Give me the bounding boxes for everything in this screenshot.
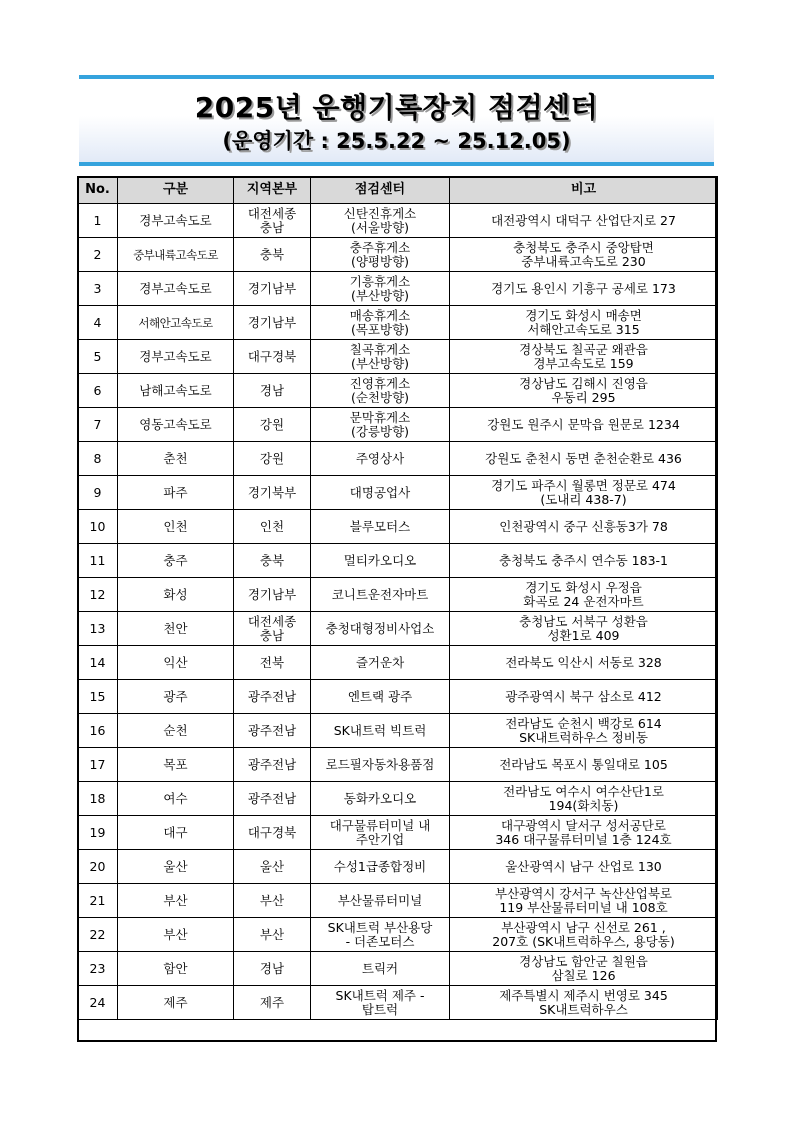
cell-remarks: 전라북도 익산시 서동로 328: [450, 646, 718, 680]
cell-remarks: 전라남도 여수시 여수산단1로 194(화치동): [450, 782, 718, 816]
table-row: [78, 782, 718, 816]
column-header-center: 점검센터: [311, 177, 450, 204]
cell-category: 함안: [118, 952, 234, 986]
cell-category: 남해고속도로: [118, 374, 234, 408]
cell-remarks: 경상북도 칠곡군 왜관읍 경부고속도로 159: [450, 340, 718, 374]
table-row: [78, 952, 718, 986]
cell-region: 광주전남: [234, 680, 311, 714]
cell-center: 코니트운전자마트: [311, 578, 450, 612]
column-header-remarks: 비고: [450, 177, 718, 204]
cell-no: 19: [78, 816, 118, 850]
cell-no: 4: [78, 306, 118, 340]
cell-category: 울산: [118, 850, 234, 884]
table-row: [78, 510, 718, 544]
cell-region: 강원: [234, 408, 311, 442]
table-body: [78, 204, 718, 1020]
cell-region: 경기남부: [234, 272, 311, 306]
cell-no: 12: [78, 578, 118, 612]
cell-region: 제주: [234, 986, 311, 1020]
table-row: [78, 476, 718, 510]
cell-center: 엔트랙 광주: [311, 680, 450, 714]
cell-remarks: 전라남도 순천시 백강로 614 SK내트럭하우스 정비동: [450, 714, 718, 748]
table-row: [78, 578, 718, 612]
table-row: [78, 850, 718, 884]
cell-no: 3: [78, 272, 118, 306]
cell-category: 춘천: [118, 442, 234, 476]
column-header-no: No.: [78, 177, 118, 204]
cell-category: 익산: [118, 646, 234, 680]
table-row: [78, 408, 718, 442]
cell-no: 14: [78, 646, 118, 680]
column-header-category: 구분: [118, 177, 234, 204]
banner-top-rule: [79, 75, 714, 79]
cell-remarks: 대구광역시 달서구 성서공단로 346 대구물류터미널 1층 124호: [450, 816, 718, 850]
cell-region: 대구경북: [234, 816, 311, 850]
cell-center: 문막휴게소 (강릉방향): [311, 408, 450, 442]
cell-center: 멀티카오디오: [311, 544, 450, 578]
cell-no: 8: [78, 442, 118, 476]
table-row: [78, 306, 718, 340]
cell-region: 대전세종 충남: [234, 612, 311, 646]
cell-no: 15: [78, 680, 118, 714]
cell-center: 수성1급종합정비: [311, 850, 450, 884]
cell-center: 진영휴게소 (순천방향): [311, 374, 450, 408]
cell-no: 17: [78, 748, 118, 782]
table-header-row: [78, 177, 718, 204]
cell-remarks: 경기도 파주시 월롱면 정문로 474 (도내리 438-7): [450, 476, 718, 510]
table-row: [78, 816, 718, 850]
cell-region: 부산: [234, 884, 311, 918]
cell-center: 칠곡휴게소 (부산방향): [311, 340, 450, 374]
cell-category: 영동고속도로: [118, 408, 234, 442]
cell-region: 경기북부: [234, 476, 311, 510]
table-row: [78, 612, 718, 646]
cell-no: 7: [78, 408, 118, 442]
cell-remarks: 부산광역시 강서구 녹산산업북로 119 부산물류터미널 내 108호: [450, 884, 718, 918]
table-row: [78, 374, 718, 408]
cell-remarks: 충청북도 충주시 중앙탑면 중부내륙고속도로 230: [450, 238, 718, 272]
cell-region: 울산: [234, 850, 311, 884]
cell-category: 목포: [118, 748, 234, 782]
cell-region: 인천: [234, 510, 311, 544]
cell-center: 주영상사: [311, 442, 450, 476]
cell-category: 화성: [118, 578, 234, 612]
cell-category: 경부고속도로: [118, 272, 234, 306]
cell-no: 9: [78, 476, 118, 510]
cell-category: 제주: [118, 986, 234, 1020]
cell-remarks: 충청남도 서북구 성환읍 성환1로 409: [450, 612, 718, 646]
cell-remarks: 강원도 춘천시 동면 춘천순환로 436: [450, 442, 718, 476]
table-row: [78, 986, 718, 1020]
cell-category: 여수: [118, 782, 234, 816]
inspection-center-table: [77, 176, 718, 1020]
cell-no: 1: [78, 204, 118, 238]
cell-category: 파주: [118, 476, 234, 510]
cell-remarks: 광주광역시 북구 삼소로 412: [450, 680, 718, 714]
table-row: [78, 238, 718, 272]
cell-category: 부산: [118, 918, 234, 952]
cell-category: 부산: [118, 884, 234, 918]
cell-category: 서해안고속도로: [118, 306, 234, 340]
table-row: [78, 204, 718, 238]
cell-category: 광주: [118, 680, 234, 714]
cell-center: 신탄진휴게소 (서울방향): [311, 204, 450, 238]
cell-remarks: 경기도 용인시 기흥구 공세로 173: [450, 272, 718, 306]
cell-remarks: 경기도 화성시 우정읍 화곡로 24 운전자마트: [450, 578, 718, 612]
cell-no: 11: [78, 544, 118, 578]
cell-region: 강원: [234, 442, 311, 476]
cell-no: 6: [78, 374, 118, 408]
cell-no: 24: [78, 986, 118, 1020]
cell-category: 순천: [118, 714, 234, 748]
cell-region: 경기남부: [234, 578, 311, 612]
table-row: [78, 340, 718, 374]
cell-center: 충주휴게소 (양평방향): [311, 238, 450, 272]
cell-category: 충주: [118, 544, 234, 578]
table-row: [78, 680, 718, 714]
cell-remarks: 울산광역시 남구 산업로 130: [450, 850, 718, 884]
cell-center: 로드필자동차용품점: [311, 748, 450, 782]
table-row: [78, 918, 718, 952]
cell-no: 2: [78, 238, 118, 272]
cell-region: 광주전남: [234, 748, 311, 782]
cell-no: 20: [78, 850, 118, 884]
cell-no: 5: [78, 340, 118, 374]
column-header-region: 지역본부: [234, 177, 311, 204]
cell-center: 부산물류터미널: [311, 884, 450, 918]
cell-category: 중부내륙고속도로: [118, 238, 234, 272]
cell-category: 인천: [118, 510, 234, 544]
cell-center: 동화카오디오: [311, 782, 450, 816]
cell-region: 경기남부: [234, 306, 311, 340]
cell-region: 대구경북: [234, 340, 311, 374]
cell-center: SK내트럭 부산용당 - 더존모터스: [311, 918, 450, 952]
cell-no: 21: [78, 884, 118, 918]
cell-category: 대구: [118, 816, 234, 850]
cell-no: 22: [78, 918, 118, 952]
table-row: [78, 272, 718, 306]
cell-remarks: 인천광역시 중구 신흥동3가 78: [450, 510, 718, 544]
cell-remarks: 경상남도 함안군 칠원읍 삼칠로 126: [450, 952, 718, 986]
cell-center: 즐거운차: [311, 646, 450, 680]
cell-remarks: 경기도 화성시 매송면 서해안고속도로 315: [450, 306, 718, 340]
table-row: [78, 442, 718, 476]
cell-region: 경남: [234, 952, 311, 986]
cell-remarks: 부산광역시 남구 신선로 261 , 207호 (SK내트럭하우스, 용당동): [450, 918, 718, 952]
cell-remarks: 제주특별시 제주시 번영로 345 SK내트럭하우스: [450, 986, 718, 1020]
operating-period: (운영기간 : 25.5.22 ~ 25.12.05): [222, 129, 571, 153]
cell-center: 트릭커: [311, 952, 450, 986]
cell-region: 대전세종 충남: [234, 204, 311, 238]
cell-center: SK내트럭 빅트럭: [311, 714, 450, 748]
cell-center: 충청대형정비사업소: [311, 612, 450, 646]
table-row: [78, 646, 718, 680]
cell-center: 대명공업사: [311, 476, 450, 510]
table-row: [78, 884, 718, 918]
cell-center: 대구물류터미널 내 주안기업: [311, 816, 450, 850]
cell-category: 경부고속도로: [118, 340, 234, 374]
cell-region: 충북: [234, 238, 311, 272]
cell-no: 18: [78, 782, 118, 816]
cell-region: 전북: [234, 646, 311, 680]
cell-no: 10: [78, 510, 118, 544]
page-title: 2025년 운행기록장치 점검센터: [194, 91, 599, 124]
table-row: [78, 544, 718, 578]
cell-region: 부산: [234, 918, 311, 952]
table-row: [78, 714, 718, 748]
cell-no: 13: [78, 612, 118, 646]
cell-remarks: 경상남도 김해시 진영읍 우동리 295: [450, 374, 718, 408]
cell-no: 16: [78, 714, 118, 748]
cell-category: 천안: [118, 612, 234, 646]
cell-center: 매송휴게소 (목포방향): [311, 306, 450, 340]
table-row: [78, 748, 718, 782]
cell-no: 23: [78, 952, 118, 986]
cell-remarks: 대전광역시 대덕구 산업단지로 27: [450, 204, 718, 238]
cell-center: 블루모터스: [311, 510, 450, 544]
cell-category: 경부고속도로: [118, 204, 234, 238]
cell-region: 경남: [234, 374, 311, 408]
cell-region: 광주전남: [234, 782, 311, 816]
cell-region: 광주전남: [234, 714, 311, 748]
cell-remarks: 전라남도 목포시 통일대로 105: [450, 748, 718, 782]
cell-remarks: 충청북도 충주시 연수동 183-1: [450, 544, 718, 578]
cell-remarks: 강원도 원주시 문막읍 원문로 1234: [450, 408, 718, 442]
title-banner: [79, 75, 714, 166]
cell-region: 충북: [234, 544, 311, 578]
cell-center: SK내트럭 제주 - 탑트럭: [311, 986, 450, 1020]
cell-center: 기흥휴게소 (부산방향): [311, 272, 450, 306]
banner-bottom-rule: [79, 162, 714, 166]
